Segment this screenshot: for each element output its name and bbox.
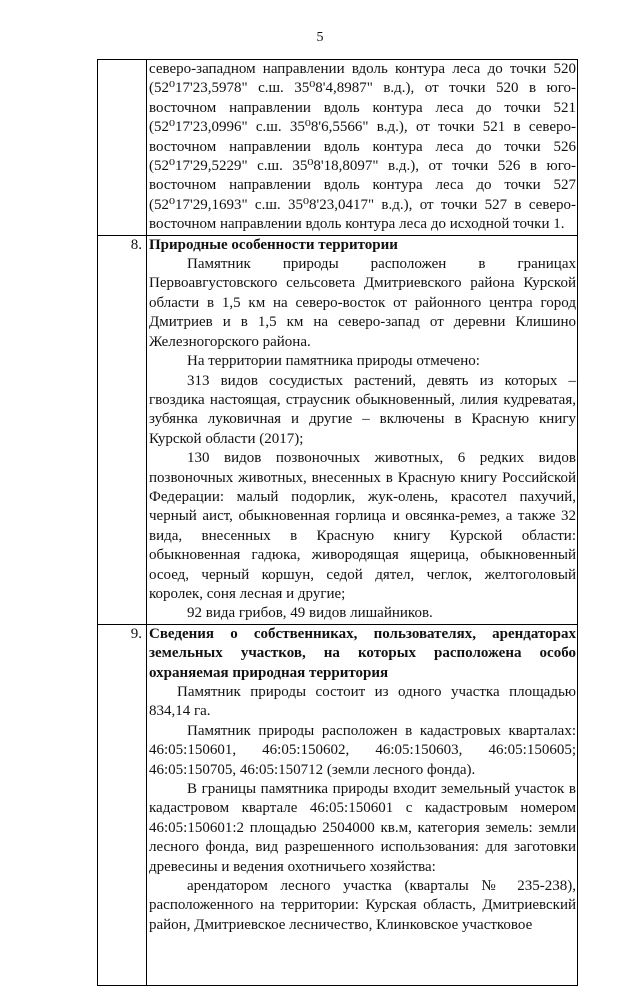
table-row <box>98 624 578 985</box>
row-content-cell <box>147 235 578 624</box>
row-content-cell <box>147 624 578 985</box>
paragraph: 92 вида грибов, 49 видов лишайников. <box>187 605 433 622</box>
row-number: 9. <box>130 625 142 642</box>
table-row <box>98 235 578 624</box>
page-number: 5 <box>316 30 324 45</box>
row-number: 8. <box>130 236 142 253</box>
paragraph: Памятник природы расположен в кадастровых кварталах: 46:05:150601, 46:05:150602, 46:05:150603, 46:05:150605; 46:05:150705, 46:05:150712 (земли лесного фонда). <box>149 722 576 778</box>
row-number-cell <box>98 624 147 985</box>
paragraph: арендатором лесного участка (кварталы № 235-238), расположенного на территории: Курская область, Дмитриевский район, Дмитриевское лесничество, Клинковское участковое <box>149 878 576 933</box>
paragraph: Памятник природы состоит из одного участка площадью 834,14 га. <box>149 684 576 720</box>
section-title: Природные особенности территории <box>149 236 398 253</box>
document-table <box>97 59 578 986</box>
row-number-cell <box>98 235 147 624</box>
paragraph: В границы памятника природы входит земельный участок в кадастровом квартале 46:05:150601 с кадастровым номером 46:05:150601:2 площадью 2504000 кв.м, категория земель: земли лесного фонда, вид разрешенного использования: для заготовки древесины и ведения охотничьего хозяйства: <box>149 781 576 875</box>
boundary-description: северо-западном направлении вдоль контура леса до точки 520 (52⁰17'23,5978" с.ш. 35⁰8'4,8987" в.д.), от точки 520 в юго-восточном направлении вдоль контура леса до точки 521 (52⁰17'23,0996" с.ш. 35⁰8'6,5566" в.д.), от точки 521 в северо-восточном направлении вдоль контура леса до точки 526 (52⁰17'29,5229" с.ш. 35⁰8'18,8097" в.д.), от точки 526 в юго-восточном направлении вдоль контура леса до точки 527 (52⁰17'29,1693" с.ш. 35⁰8'23,0417" в.д.), от точки 527 в северо-восточном направлении вдоль контура леса до исходной точки 1. <box>149 61 576 233</box>
paragraph: 313 видов сосудистых растений, девять из которых – гвоздика настоящая, страусник обыкновенный, лилия кудреватая, зубянка луковичная и другие – включены в Красную книгу Курской области (2017); <box>149 372 576 447</box>
paragraph: 130 видов позвоночных животных, 6 редких видов позвоночных животных, внесенных в Красную книгу Российской Федерации: малый подорлик, жук-олень, красотел пахучий, черный аист, обыкновенная горлица и овсянка-ремез, а также 32 вида, внесенных в Красную книгу Курской области: обыкновенная гадюка, живородящая ящерица, обыкновенный осоед, черный коршун, седой дятел, чеглок, желтоголовый королек, соня лесная и другие; <box>149 450 576 602</box>
section-title: Сведения о собственниках, пользователях, арендаторах земельных участков, на которых расположена особо охраняемая природная территория <box>149 625 576 681</box>
paragraph: Памятник природы расположен в границах Первоавгустовского сельсовета Дмитриевского района Курской области в 1,5 км на северо-восток от районного центра город Дмитриев и в 1,5 км на северо-запад от деревни Клишино Железногорского района. <box>149 256 576 350</box>
row-content-cell <box>147 60 578 236</box>
paragraph: На территории памятника природы отмечено: <box>187 353 480 370</box>
row-number-cell <box>98 60 147 236</box>
table-row <box>98 60 578 236</box>
